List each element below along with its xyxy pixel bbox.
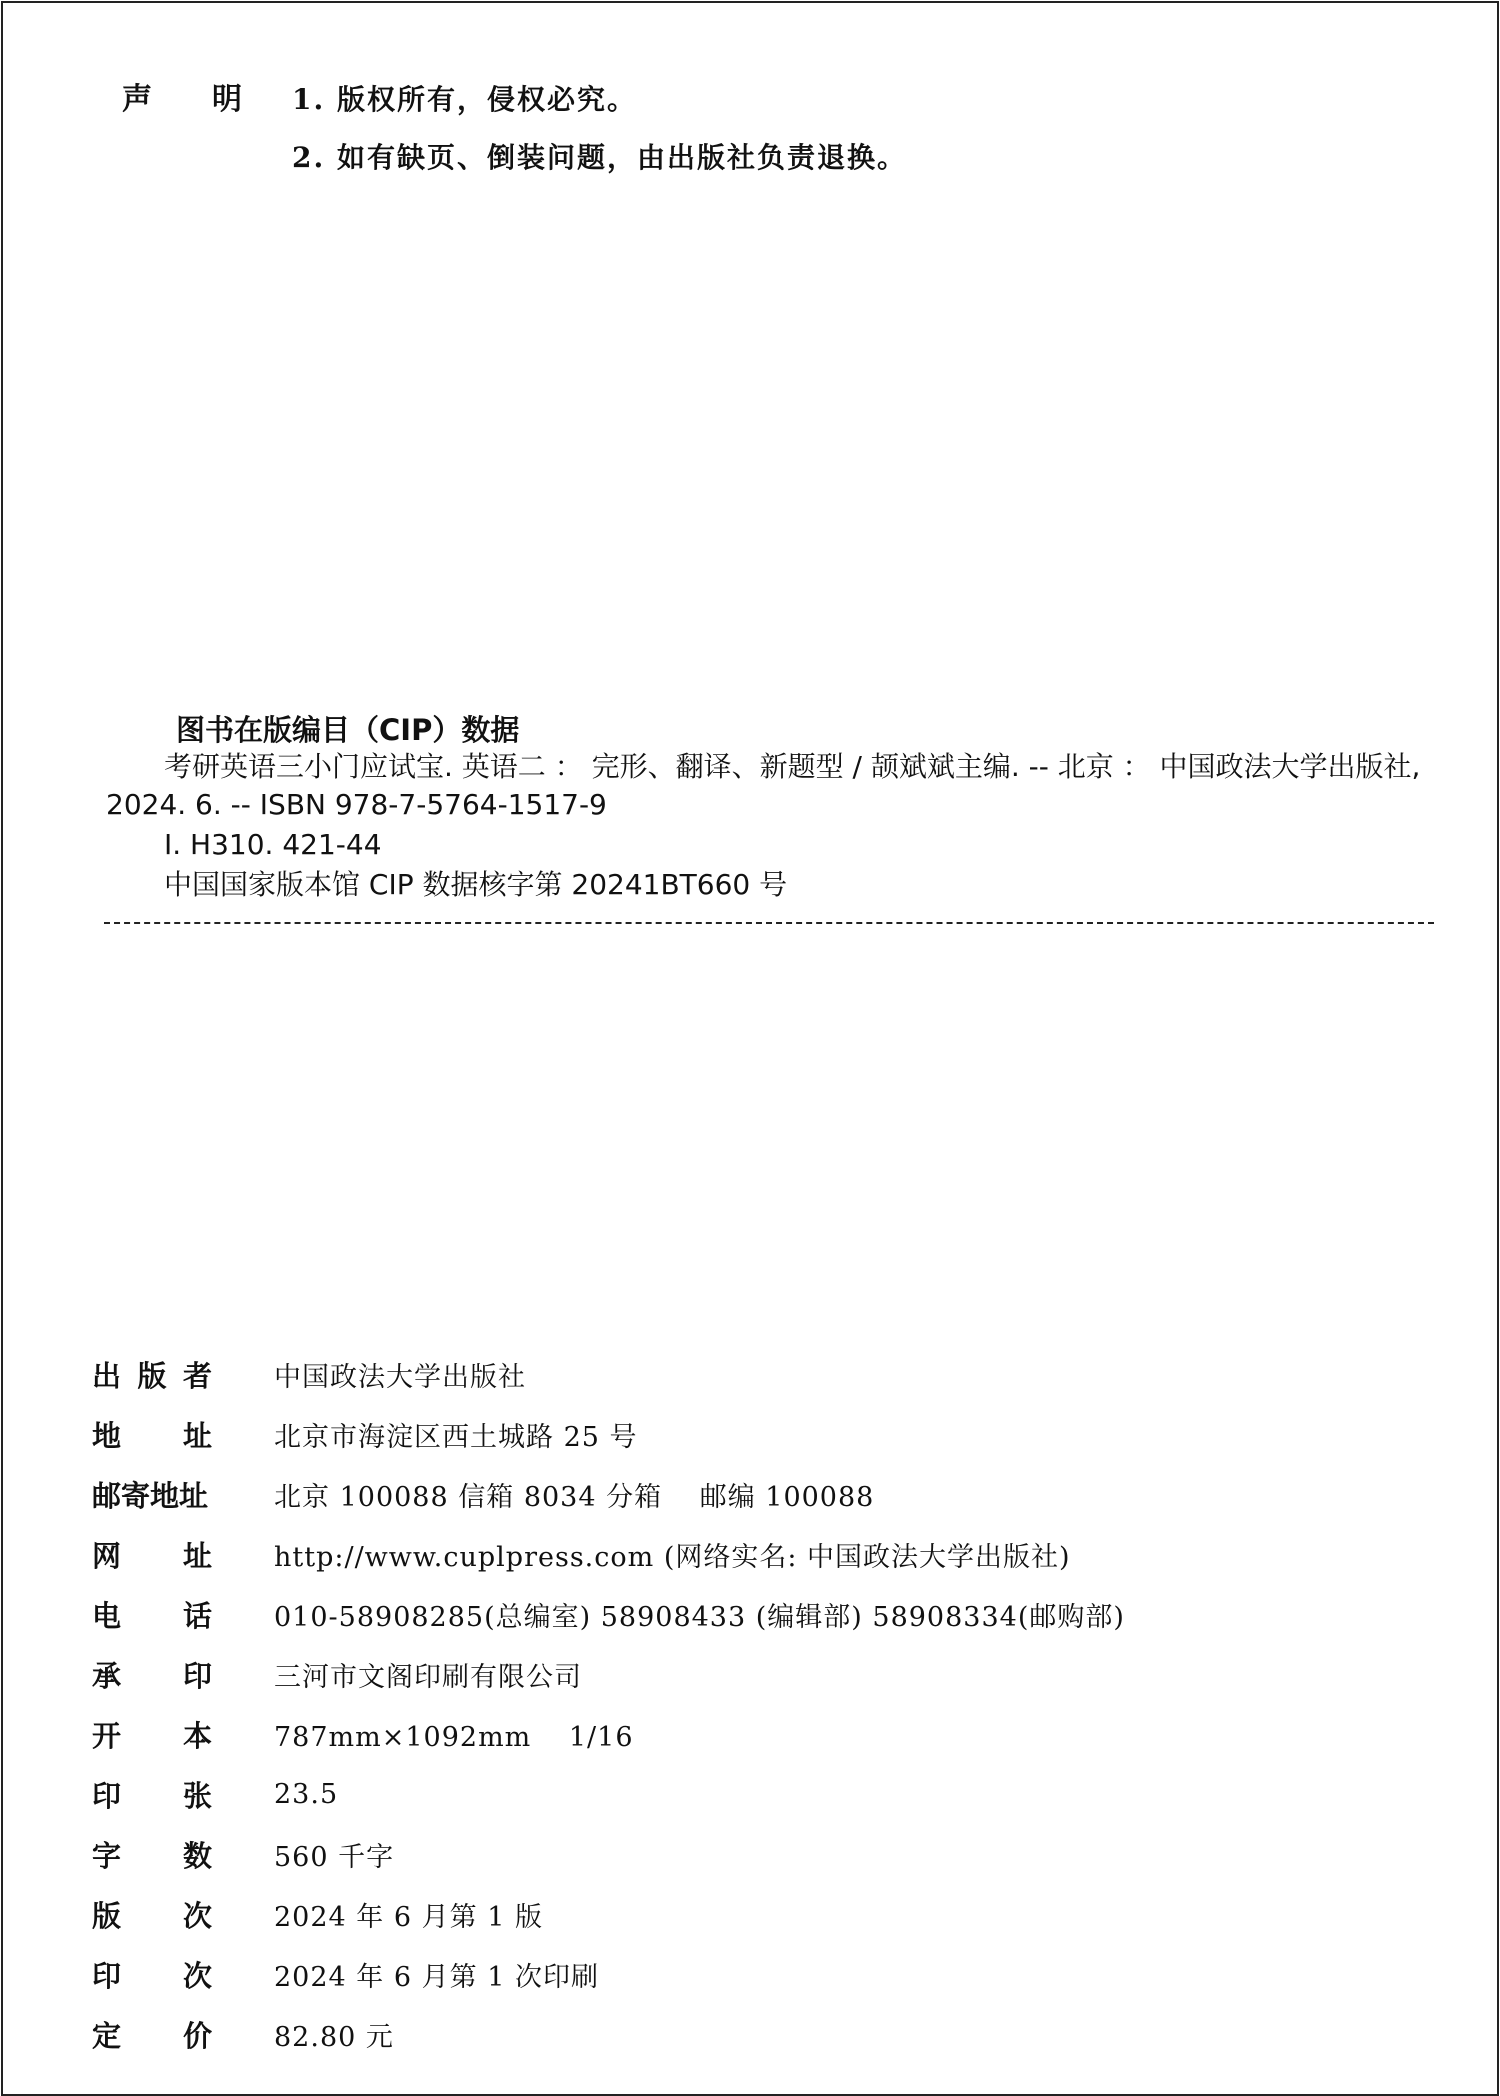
info-row-sheets <box>92 1764 1292 1824</box>
cip-title: 图书在版编目（CIP）数据 <box>176 713 520 747</box>
info-label-char: 印 <box>92 1958 122 1993</box>
info-row-printing <box>92 1944 1292 2004</box>
info-row-address <box>92 1404 1292 1464</box>
info-label <box>92 1894 212 1935</box>
info-value-price: 82.80 元 <box>274 2021 394 2053</box>
info-label-char: 址 <box>182 1538 212 1573</box>
info-label-char: 电 <box>92 1598 122 1633</box>
info-row-edition <box>92 1884 1292 1944</box>
info-label-char: 者 <box>182 1358 212 1393</box>
declaration-item-copyright: 1. 版权所有，侵权必究。 <box>292 83 637 116</box>
declaration-item-replacement: 2. 如有缺页、倒装问题，由出版社负责退换。 <box>292 141 907 174</box>
declaration-label-char: 声 <box>122 82 152 117</box>
info-label-char: 数 <box>182 1838 212 1873</box>
info-label-char: 版 <box>137 1358 167 1393</box>
info-row-website <box>92 1524 1292 1584</box>
info-value-sheets: 23.5 <box>274 1778 339 1810</box>
info-label-char: 本 <box>182 1718 212 1753</box>
info-label-char: 网 <box>92 1538 122 1573</box>
info-row-printer <box>92 1644 1292 1704</box>
declaration-label-char: 明 <box>212 82 242 117</box>
info-value-phone: 010-58908285(总编室) 58908433 (编辑部) 58908334(邮购部) <box>274 1601 1125 1633</box>
info-row-phone <box>92 1584 1292 1644</box>
info-label-char: 次 <box>182 1958 212 1993</box>
info-value-format: 787mm×1092mm 1/16 <box>274 1721 634 1753</box>
declaration-label <box>122 80 242 120</box>
info-label <box>92 2014 212 2055</box>
info-label-char: 出 <box>92 1358 122 1393</box>
publication-info <box>92 1344 1292 2064</box>
info-label-char: 版 <box>92 1898 122 1933</box>
info-value-printing: 2024 年 6 月第 1 次印刷 <box>274 1961 599 1993</box>
info-label-text: 邮寄地址 <box>92 1478 209 1513</box>
info-row-price <box>92 2004 1292 2064</box>
info-label <box>92 1834 212 1875</box>
info-label-char: 印 <box>92 1778 122 1813</box>
info-label-char: 字 <box>92 1838 122 1873</box>
info-label <box>92 1774 212 1815</box>
info-value-mailing-address: 北京 100088 信箱 8034 分箱 邮编 100088 <box>274 1481 875 1513</box>
info-label-char: 承 <box>92 1658 122 1693</box>
info-label-char: 张 <box>182 1778 212 1813</box>
info-value-address: 北京市海淀区西土城路 25 号 <box>274 1421 638 1453</box>
info-label <box>92 1654 212 1695</box>
info-label-char: 地 <box>92 1418 122 1453</box>
info-label <box>92 1594 212 1635</box>
cip-description: 考研英语三小门应试宝. 英语二 ： 完形、翻译、新题型 / 颉斌斌主编. -- 北京 ： 中国政法大学出版社, 2024. 6. -- ISBN 978-7-5764-1517-9 <box>106 750 1421 821</box>
info-value-word-count: 560 千字 <box>274 1841 395 1873</box>
info-label <box>92 1414 212 1455</box>
info-label <box>92 1354 212 1395</box>
info-label-char: 开 <box>92 1718 122 1753</box>
info-label-char: 址 <box>182 1418 212 1453</box>
info-row-mailing-address <box>92 1464 1292 1524</box>
info-label-char: 次 <box>182 1898 212 1933</box>
cip-classification: Ⅰ. H310. 421-44 <box>164 828 382 861</box>
info-row-publisher <box>92 1344 1292 1404</box>
info-label-char: 印 <box>182 1658 212 1693</box>
info-label-char: 定 <box>92 2018 122 2053</box>
info-value-printer: 三河市文阁印刷有限公司 <box>274 1661 582 1693</box>
info-label-char: 话 <box>182 1598 212 1633</box>
info-value-website: http://www.cuplpress.com (网络实名: 中国政法大学出版社) <box>274 1541 1071 1573</box>
cip-dashed-divider <box>104 922 1434 924</box>
info-label <box>92 1714 212 1755</box>
info-row-word-count <box>92 1824 1292 1884</box>
info-row-format <box>92 1704 1292 1764</box>
info-label <box>92 1474 212 1515</box>
cip-verification-number: 中国国家版本馆 CIP 数据核字第 20241BT660 号 <box>164 868 788 901</box>
info-value-publisher: 中国政法大学出版社 <box>274 1361 526 1393</box>
info-value-edition: 2024 年 6 月第 1 版 <box>274 1901 543 1933</box>
info-label <box>92 1954 212 1995</box>
info-label <box>92 1534 212 1575</box>
info-label-char: 价 <box>182 2018 212 2053</box>
